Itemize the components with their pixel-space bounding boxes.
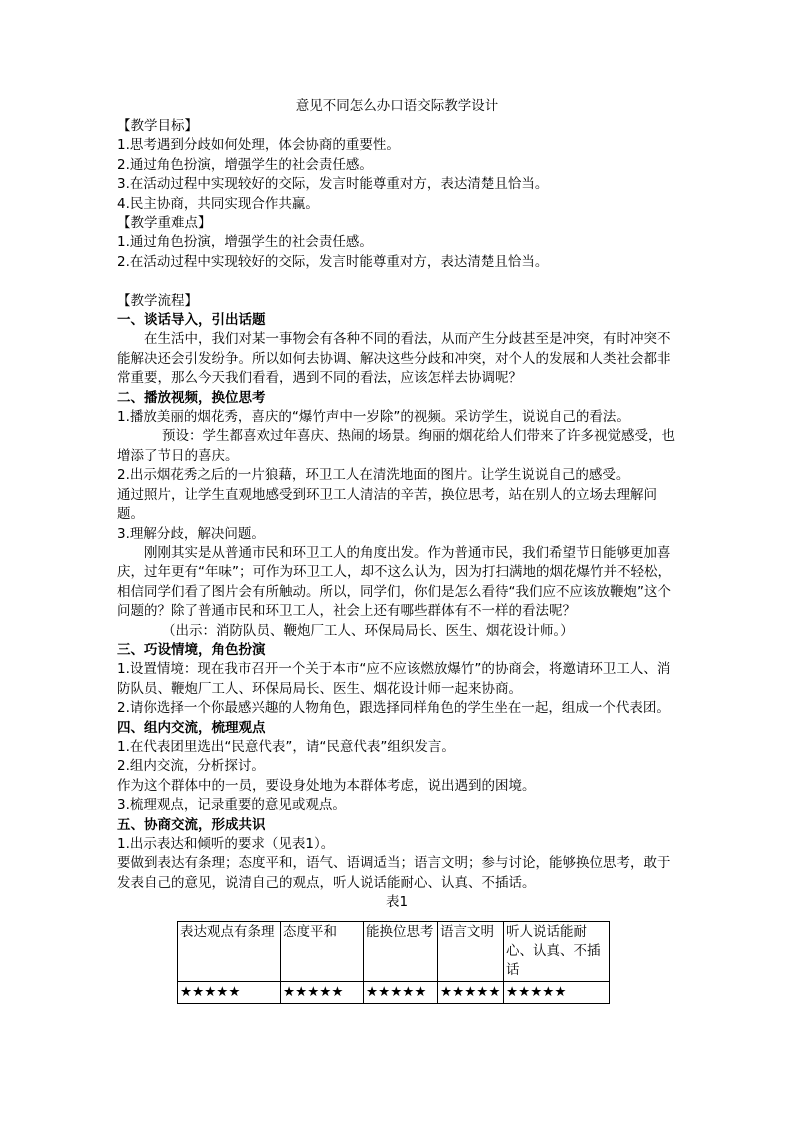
paragraph: 1.通过角色扮演，增强学生的社会责任感。 — [117, 234, 373, 251]
star-rating-cell: ★★★★★ — [438, 981, 504, 1003]
star-rating-cell: ★★★★★ — [281, 981, 364, 1003]
table-header-cell: 态度平和 — [281, 921, 364, 981]
paragraph: 2.组内交流，分析探讨。 — [117, 758, 265, 775]
paragraph: 2.通过角色扮演，增强学生的社会责任感。 — [117, 156, 373, 173]
paragraph: 刚刚其实是从普通市民和环卫工人的角度出发。作为普通市民，我们希望节日能够更加喜庆，过年更有“年味”；可作为环卫工人，却不这么认为，因为打扫满地的烟花爆竹并不轻松，相信同学们看了图片会有所触动。所以，同学们，你们是怎么看待“我们应不应该放鞭炮”这个问题的？除了普通市民和环卫工人，社会上还有哪些群体有不一样的看法呢？ — [117, 544, 671, 620]
paragraph: 通过照片，让学生直观地感受到环卫工人清洁的辛苦，换位思考，站在别人的立场去理解问题。 — [117, 486, 657, 523]
step-heading-2: 二、播放视频，换位思考 — [117, 389, 266, 406]
paragraph: 在生活中，我们对某一事物会有各种不同的看法，从而产生分歧甚至是冲突，有时冲突不能解决还会引发纷争。所以如何去协调、解决这些分歧和冲突，对个人的发展和人类社会都非常重要，那么今天我们看看，遇到不同的看法，应该怎样去协调呢？ — [117, 331, 671, 387]
blank-line — [117, 272, 677, 291]
section-heading-objectives: 【教学目标】 — [117, 118, 198, 134]
paragraph: 作为这个群体中的一员，要设身处地为本群体考虑，说出遇到的困境。 — [117, 777, 536, 794]
step-heading-3: 三、巧设情境，角色扮演 — [117, 641, 266, 658]
table-header-cell: 表达观点有条理 — [178, 921, 281, 981]
section-heading-process: 【教学流程】 — [117, 292, 198, 309]
table-header-cell: 听人说话能耐心、认真、不插话 — [504, 921, 610, 981]
star-rating-cell: ★★★★★ — [178, 981, 281, 1003]
table-header-cell: 语言文明 — [438, 921, 504, 981]
table-header-row — [178, 921, 610, 981]
document-body — [117, 117, 677, 1004]
step-heading-5: 五、协商交流，形成共识 — [117, 816, 266, 833]
paragraph: （出示：消防队员、鞭炮厂工人、环保局局长、医生、烟花设计师。） — [162, 622, 574, 639]
step-heading-4: 四、组内交流，梳理观点 — [117, 719, 266, 736]
table-row — [178, 981, 610, 1003]
paragraph: 1.播放美丽的烟花秀，喜庆的“爆竹声中一岁除”的视频。采访学生，说说自己的看法。 — [117, 409, 630, 426]
step-heading-1: 一、谈话导入，引出话题 — [117, 312, 266, 329]
paragraph: 预设：学生都喜欢过年喜庆、热闹的场景。绚丽的烟花给人们带来了许多视觉感受，也增添了节日的喜庆。 — [117, 428, 675, 464]
paragraph: 2.请你选择一个你最感兴趣的人物角色，跟选择同样角色的学生坐在一起，组成一个代表团。 — [117, 700, 670, 717]
star-rating-cell: ★★★★★ — [364, 981, 438, 1003]
paragraph: 2.在活动过程中实现较好的交际，发言时能尊重对方，表达清楚且恰当。 — [117, 253, 549, 270]
star-rating-cell: ★★★★★ — [504, 981, 610, 1003]
requirements-table — [177, 921, 610, 1004]
document-title: 意见不同怎么办口语交际教学设计 — [295, 98, 499, 114]
paragraph: 1.出示表达和倾听的要求（见表1）。 — [117, 836, 335, 853]
section-heading-key-points: 【教学重难点】 — [117, 215, 212, 232]
paragraph: 1.思考遇到分歧如何处理，体会协商的重要性。 — [117, 137, 400, 154]
paragraph: 3.在活动过程中实现较好的交际，发言时能尊重对方，表达清楚且恰当。 — [117, 176, 549, 193]
paragraph: 1.设置情境：现在我市召开一个关于本市“应不应该燃放爆竹”的协商会，将邀请环卫工人、消防队员、鞭炮厂工人、环保局局长、医生、烟花设计师一起来协商。 — [117, 661, 671, 697]
paragraph: 3.理解分歧，解决问题。 — [117, 525, 265, 542]
paragraph: 要做到表达有条理；态度平和，语气、语调适当；语言文明；参与讨论，能够换位思考，敢于发表自己的意见，说清自己的观点，听人说话能耐心、认真、不插话。 — [117, 855, 671, 891]
paragraph: 1.在代表团里选出“民意代表”，请“民意代表”组织发言。 — [117, 738, 455, 755]
table-header-cell: 能换位思考 — [364, 921, 438, 981]
paragraph: 4.民主协商，共同实现合作共赢。 — [117, 195, 319, 212]
paragraph: 2.出示烟花秀之后的一片狼藉，环卫工人在清洗地面的图片。让学生说说自己的感受。 — [117, 467, 630, 484]
table-caption: 表1 — [385, 894, 409, 911]
paragraph: 3.梳理观点，记录重要的意见或观点。 — [117, 797, 346, 814]
